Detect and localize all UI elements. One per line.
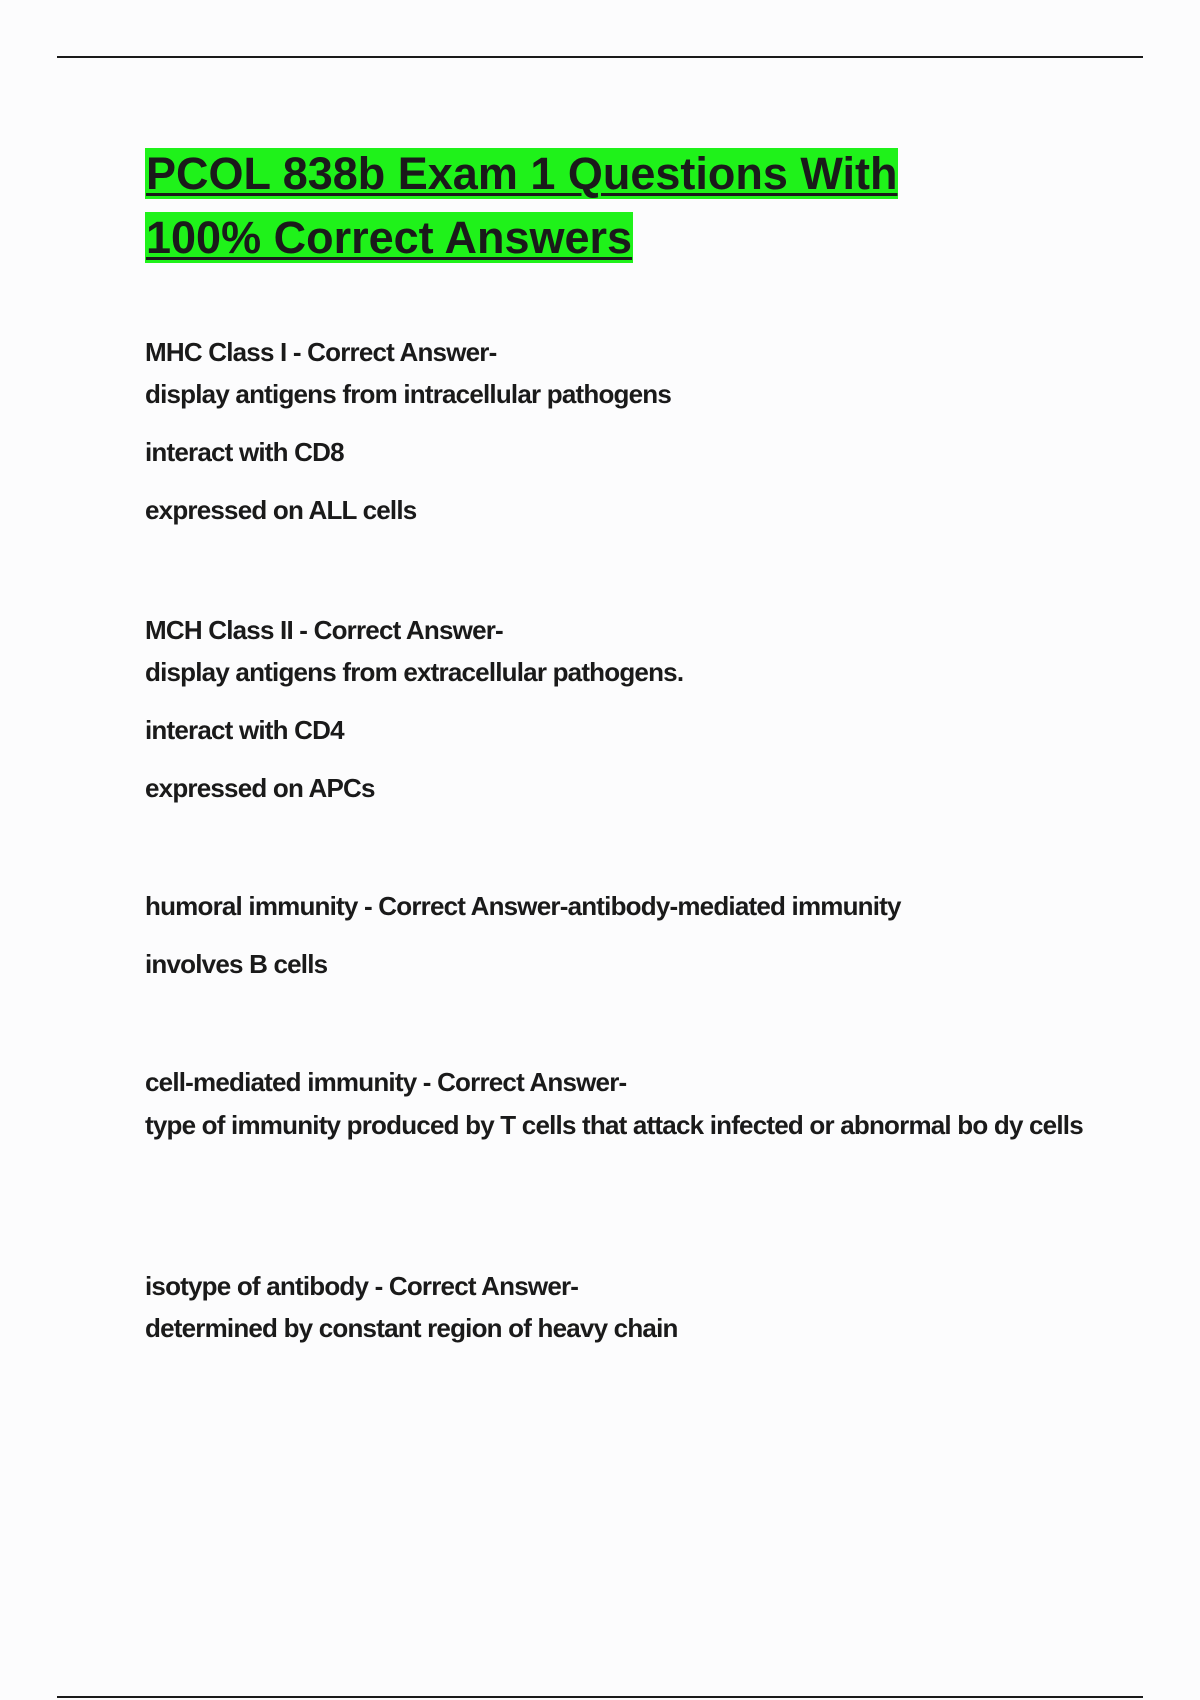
entry-answer-line: interact with CD8	[145, 437, 344, 467]
title-line-1: PCOL 838b Exam 1 Questions With	[146, 148, 898, 199]
entry-answer-line: determined by constant region of heavy chain	[145, 1313, 678, 1343]
entry-answer-line: expressed on ALL cells	[145, 495, 417, 525]
title-line-2: 100% Correct Answers	[146, 212, 633, 263]
entry-term: MCH Class II - Correct Answer-	[145, 615, 503, 645]
top-rule	[57, 56, 1143, 58]
entry-answer-line: interact with CD4	[145, 715, 344, 745]
qa-entry-isotype-of-antibody	[145, 1265, 1105, 1349]
entry-answer-line: display antigens from intracellular pathogens	[145, 379, 672, 409]
entry-answer-line: involves B cells	[145, 949, 328, 979]
qa-entry-cell-mediated-immunity	[145, 1061, 1105, 1147]
entry-term: MHC Class I - Correct Answer-	[145, 337, 497, 367]
entry-term: cell-mediated immunity - Correct Answer-	[145, 1067, 627, 1097]
entry-answer-line: expressed on APCs	[145, 773, 375, 803]
bottom-rule	[57, 1696, 1143, 1698]
page-title	[145, 142, 1045, 270]
entry-term: humoral immunity - Correct Answer-antibody-mediated immunity	[145, 891, 901, 921]
qa-entry-mhc-class-i	[145, 331, 1105, 531]
qa-entry-mch-class-ii	[145, 609, 1105, 809]
entry-answer-line: type of immunity produced by T cells that attack infected or abnormal bo dy cells	[145, 1110, 1083, 1140]
qa-entry-humoral-immunity	[145, 885, 1105, 985]
entry-answer-line: display antigens from extracellular pathogens.	[145, 657, 684, 687]
entry-term: isotype of antibody - Correct Answer-	[145, 1271, 579, 1301]
